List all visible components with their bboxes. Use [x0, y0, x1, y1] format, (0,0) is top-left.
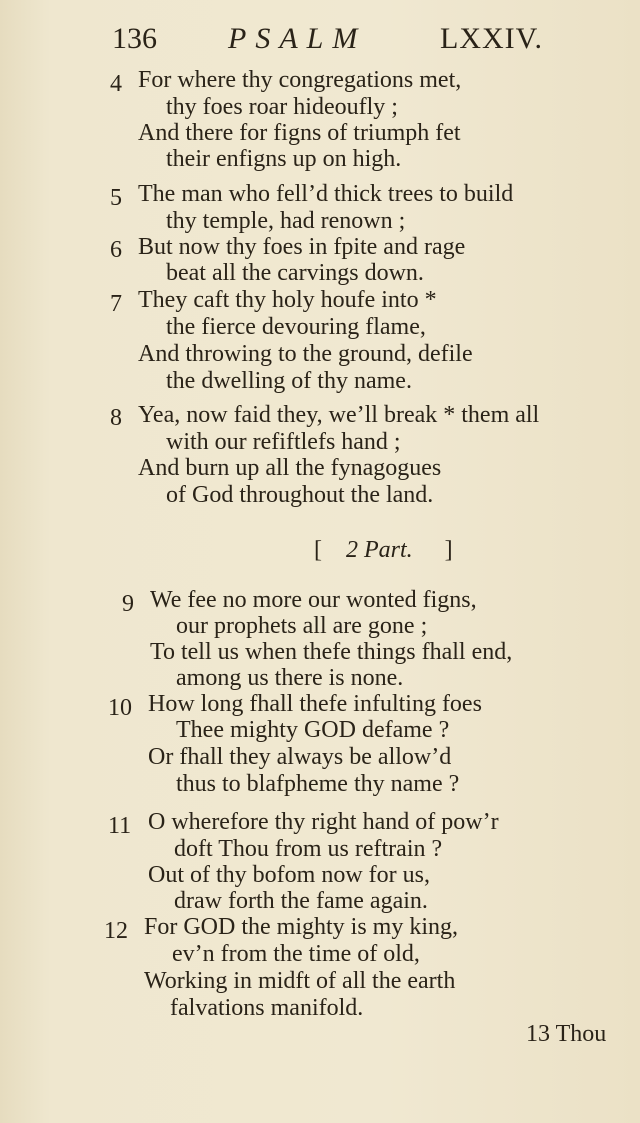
verse-line: They caft thy holy houfe into *	[138, 287, 437, 313]
verse-line: the dwelling of thy name.	[166, 368, 412, 394]
verse-line: Working in midft of all the earth	[144, 968, 456, 994]
part-label: 2 Part.	[346, 537, 413, 563]
verse-line: Out of thy bofom now for us,	[148, 862, 430, 888]
verse-line: doft Thou from us reftrain ?	[174, 836, 443, 862]
verse-line: their enfigns up on high.	[166, 146, 402, 172]
verse-number: 7	[110, 291, 122, 317]
verse-line: thy foes roar hideoufly ;	[166, 94, 398, 120]
verse-line: We fee no more our wonted figns,	[150, 587, 477, 613]
verse-line: of God throughout the land.	[166, 482, 434, 508]
verse-number: 10	[108, 695, 132, 721]
verse-line: And throwing to the ground, defile	[138, 341, 473, 367]
verse-line: For where thy congregations met,	[138, 67, 462, 93]
verse-line: thus to blafpheme thy name ?	[176, 771, 460, 797]
part-bracket-open: [	[314, 537, 322, 563]
verse-number: 5	[110, 185, 122, 211]
verse-line: O wherefore thy right hand of pow’r	[148, 809, 499, 835]
verse-line: falvations manifold.	[170, 995, 364, 1021]
verse-number: 8	[110, 405, 122, 431]
verse-number: 12	[104, 918, 128, 944]
psalm-number: LXXIV.	[440, 22, 543, 55]
verse-line: Thee mighty GOD defame ?	[176, 717, 450, 743]
part-bracket-close: ]	[444, 537, 453, 563]
verse-line: And burn up all the fynagogues	[138, 455, 442, 481]
verse-line: But now thy foes in fpite and rage	[138, 234, 466, 260]
catchword: 13 Thou	[526, 1021, 607, 1047]
verse-line: Or fhall they always be allow’d	[148, 744, 452, 770]
verse-line: thy temple, had renown ;	[166, 208, 406, 234]
verse-line: the fierce devouring flame,	[166, 314, 426, 340]
verse-number: 6	[110, 237, 122, 263]
verse-number: 9	[122, 591, 134, 617]
verse-line: And there for figns of triumph fet	[138, 120, 461, 146]
verse-line: ev’n from the time of old,	[172, 941, 420, 967]
verse-line: our prophets all are gone ;	[176, 613, 428, 639]
page-header	[0, 22, 640, 62]
verse-line: among us there is none.	[176, 665, 404, 691]
verse-number: 11	[108, 813, 132, 839]
verse-line: For GOD the mighty is my king,	[144, 914, 459, 940]
verse-line: How long fhall thefe infulting foes	[148, 691, 482, 717]
verse-line: beat all the carvings down.	[166, 260, 424, 286]
verse-line: with our refiftlefs hand ;	[166, 429, 401, 455]
verse-number: 4	[110, 71, 122, 97]
verse-line: To tell us when thefe things fhall end,	[150, 639, 513, 665]
part-heading	[314, 536, 453, 564]
verse-line: draw forth the fame again.	[174, 888, 428, 914]
verse-line: The man who fell’d thick trees to build	[138, 181, 514, 207]
verse-line: Yea, now faid they, we’ll break * them all	[138, 402, 540, 428]
page-number: 136	[112, 22, 157, 55]
running-title: PSALM	[228, 22, 367, 55]
